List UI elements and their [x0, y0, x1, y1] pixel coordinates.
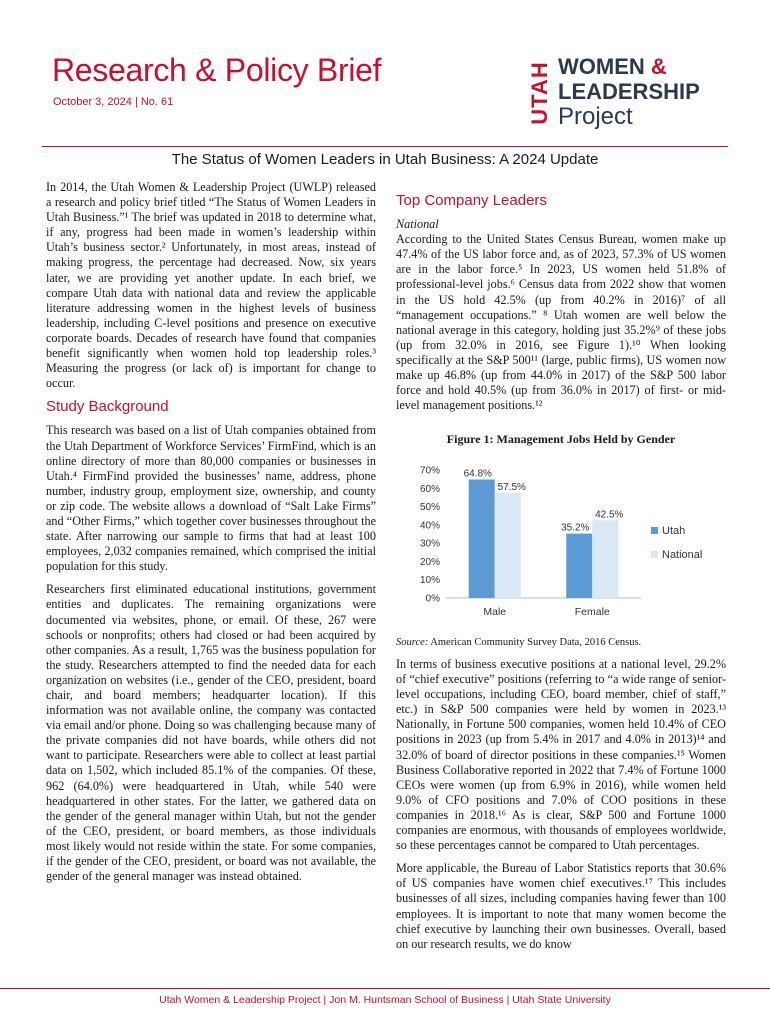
legend-label-national: National — [662, 549, 703, 561]
bar-male-national — [495, 493, 521, 598]
logo-utah: UTAH — [527, 61, 552, 125]
y-tick-label: 20% — [419, 556, 440, 568]
study-background-heading: Study Background — [46, 398, 169, 416]
top-company-leaders-heading: Top Company Leaders — [396, 192, 547, 209]
bls-paragraph: More applicable, the Bureau of Labor Statistics reports that 30.6% of US companies have women chief executives.¹⁷ This includes businesses of all sizes, including companies having fewer than 100 employees. It is important to note that many women become the chief executive by launching their own businesses. Overall, based on our research results, we do know — [396, 861, 726, 951]
bar-female-national — [592, 520, 618, 598]
y-tick-label: 70% — [419, 465, 440, 477]
logo-project: Project — [558, 103, 633, 130]
data-label: 64.8% — [463, 468, 492, 480]
figure-title: Figure 1: Management Jobs Held by Gender — [446, 432, 676, 446]
y-tick-label: 10% — [419, 575, 440, 587]
national-label: National — [396, 217, 439, 232]
footer-rule — [0, 988, 770, 989]
y-tick-label: 0% — [425, 593, 440, 605]
y-tick-label: 40% — [419, 520, 440, 532]
logo-leadership: LEADERSHIP — [558, 79, 700, 104]
date-line: October 3, 2024 | No. 61 — [53, 96, 174, 108]
intro-paragraph: In 2014, the Utah Women & Leadership Project (UWLP) released a research and policy brief titled “The Status of Women Leaders in Utah Business.”¹ The brief was updated in 2018 to determine what, if any, progress had been made in women’s leadership within Utah’s business sector.² Unfortunately, in most areas, instead of making progress, the percentage had decreased. Now, six years later, we are providing yet another update. In each brief, we compare Utah data with national data and review the applicable literature addressing women in the highest levels of business leadership, including C-level positions and presence on executive corporate boards. Decades of research have found that companies benefit significantly when women hold top leadership roles.³ Measuring the progress (or lack of) is important for change to occur. — [46, 180, 376, 391]
study-paragraph-1: This research was based on a list of Utah companies obtained from the Utah Department of Workforce Services’ FirmFind, which is an online directory of more than 80,000 companies or businesses in Utah.⁴ FirmFind provided the businesses’ name, address, phone number, industry group, employment size, ownership, and county or zip code. The website allows a download of “Salt Lake Firms” and “Other Firms,” which together cover businesses throughout the state. After narrowing our sample to firms that had at least 100 employees, 2,032 companies remained, which comprised the initial population for this study. — [46, 423, 376, 574]
right-column-bottom — [396, 657, 726, 960]
national-paragraph: According to the United States Census Bureau, women make up 47.4% of the US labor force and, as of 2023, 57.3% of US women are in the labor force.⁵ In 2023, US women held 51.8% of professional-level jobs.⁶ Census data from 2022 show that women in the US hold 42.5% (up from 40.2% in 2016)⁷ of all “management occupations.” ⁸ Utah women are well below the national average in this category, holding just 35.2%⁹ of these jobs (up from 32.0% in 2016, see Figure 1).¹⁰ When looking specifically at the S&P 500¹¹ (large, public firms), US women now make up 46.8% (up from 44.0% in 2017) of the S&P 500 labor force and hold 40.5% (up from 36.0% in 2017) of first- or mid-level management positions.¹² — [396, 232, 726, 413]
logo-women: WOMEN & — [558, 54, 667, 79]
brief-subtitle: The Status of Women Leaders in Utah Business: A 2024 Update — [171, 151, 599, 168]
x-tick-label: Female — [574, 606, 610, 618]
footer: Utah Women & Leadership Project | Jon M. Huntsman School of Business | Utah State University — [159, 994, 611, 1006]
legend-swatch-utah — [651, 527, 658, 534]
data-label: 35.2% — [561, 522, 590, 534]
uwlp-logo — [528, 52, 728, 132]
y-tick-label: 30% — [419, 538, 440, 550]
figure-source: Source: American Community Survey Data, 2016 Census. — [396, 637, 642, 648]
management-jobs-chart — [396, 455, 726, 630]
data-label: 57.5% — [497, 481, 526, 493]
legend-label-utah: Utah — [662, 525, 686, 537]
data-label: 42.5% — [595, 509, 624, 521]
left-column — [46, 180, 376, 892]
executive-paragraph: In terms of business executive positions at a national level, 29.2% of “chief executive” positions (referring to “a wide range of senior-level occupations, including CEO, board member, chief of staff,” etc.) in S&P 500 companies were held by women in 2023.¹³ Nationally, in Fortune 500 companies, women held 10.4% of CEO positions in 2023 (up from 5.4% in 2017 and 4.0% in 2013)¹⁴ and 32.0% of board of director positions in these companies.¹⁵ Women Business Collaborative reported in 2022 that 7.4% of Fortune 1000 CEOs were women (up from 6.9% in 2016), while women held 9.0% of CFO positions and 7.0% of COO positions in these companies in 2018.¹⁶ As is clear, S&P 500 and Fortune 1000 companies are enormous, with thousands of employees worldwide, so these percentages cannot be compared to Utah percentages. — [396, 657, 726, 853]
y-tick-label: 50% — [419, 502, 440, 514]
study-paragraph-2: Researchers first eliminated educational institutions, government entities and duplicates. The remaining organizations were documented via websites, phone, or email. Of these, 267 were schools or nonprofits; others had closed or had been acquired by other companies. As a result, 1,765 was the business population for the study. Researchers attempted to find the needed data for each organization on websites (i.e., gender of the CEO, president, board chair, and board members; headquarter location). If this information was not available online, the company was contacted via email and/or phone. Doing so was challenging because many of the private companies did not have boards, while others did not want to participate. Researchers were able to collect at least partial data on 1,502, which included 85.1% of the companies. Of these, 962 (64.0%) were headquartered in Utah, while 540 were headquartered in other states. For the latter, we gathered data on the gender of the general manager within Utah, but not the gender of the CEO, president, or board members, as those individuals most likely would not reside within the state. For some companies, if the gender of the CEO, president, or board was not available, the gender of the general manager was instead obtained. — [46, 582, 376, 884]
y-tick-label: 60% — [419, 483, 440, 495]
legend-swatch-national — [651, 551, 658, 558]
bar-male-utah — [469, 480, 495, 598]
bar-female-utah — [566, 534, 592, 598]
x-tick-label: Male — [483, 606, 507, 618]
right-column-top — [396, 193, 726, 421]
header-rule — [42, 146, 728, 147]
page-title: Research & Policy Brief — [52, 52, 382, 88]
